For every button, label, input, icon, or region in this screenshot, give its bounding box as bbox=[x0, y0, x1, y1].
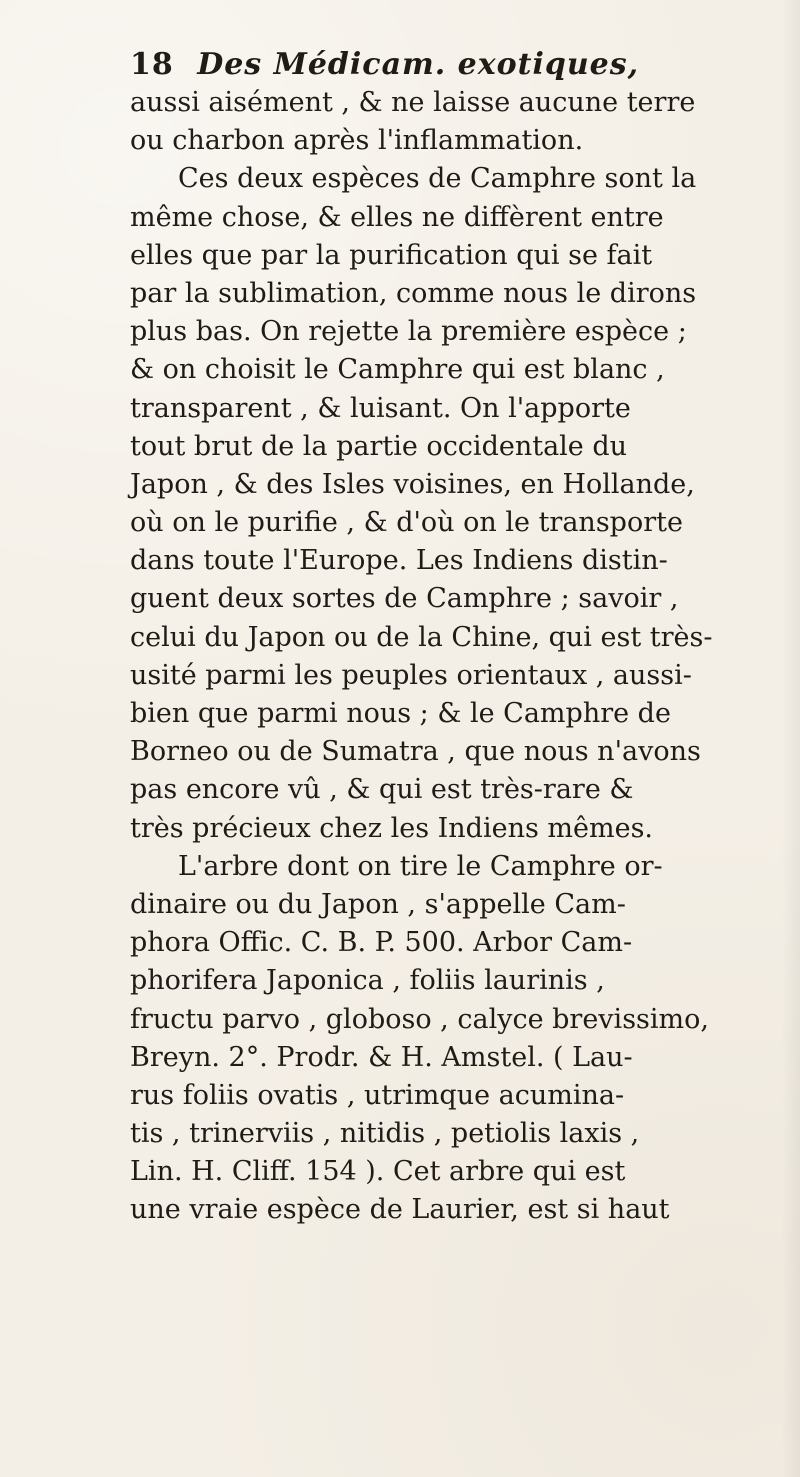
text-line: L'arbre dont on tire le Camphre or- bbox=[178, 850, 663, 882]
page-header bbox=[130, 44, 690, 86]
text-line: aussi aisément , & ne laisse aucune terre bbox=[130, 87, 696, 118]
text-line: même chose, & elles ne diffèrent entre bbox=[130, 201, 664, 233]
text-line: où on le purifie , & d'où on le transporte bbox=[130, 507, 683, 539]
text-line: par la sublimation, comme nous le dirons bbox=[130, 277, 697, 309]
text-line: très précieux chez les Indiens mêmes. bbox=[130, 812, 654, 844]
page-edge bbox=[782, 0, 800, 1477]
text-line: tis , trinerviis , nitidis , petiolis laxis , bbox=[130, 1118, 640, 1150]
text-line: Lin. H. Cliff. 154 ). Cet arbre qui est bbox=[130, 1156, 626, 1188]
text-line: dinaire ou du Japon , s'appelle Cam- bbox=[130, 888, 626, 920]
text-line: phora Offic. C. B. P. 500. Arbor Cam- bbox=[130, 927, 633, 959]
text-line: guent deux sortes de Camphre ; savoir , bbox=[130, 583, 679, 615]
text-line: phorifera Japonica , foliis laurinis , bbox=[130, 965, 605, 997]
text-line: rus foliis ovatis , utrimque acumina- bbox=[130, 1079, 625, 1111]
text-line: tout brut de la partie occidentale du bbox=[130, 430, 628, 462]
text-line: & on choisit le Camphre qui est blanc , bbox=[130, 354, 665, 386]
text-line: dans toute l'Europe. Les Indiens distin- bbox=[130, 545, 668, 577]
text-line: une vraie espèce de Laurier, est si haut bbox=[130, 1194, 670, 1226]
text-line: usité parmi les peuples orientaux , aussi- bbox=[130, 659, 692, 691]
page-number: 18 bbox=[130, 47, 174, 82]
text-line: Ces deux espèces de Camphre sont la bbox=[178, 163, 697, 195]
text-line: elles que par la purification qui se fait bbox=[130, 239, 653, 271]
text-line: celui du Japon ou de la Chine, qui est très- bbox=[130, 621, 713, 653]
body-text bbox=[130, 84, 787, 1230]
text-line: plus bas. On rejette la première espèce ; bbox=[130, 316, 687, 348]
text-line: transparent , & luisant. On l'apporte bbox=[130, 392, 631, 424]
text-line: ou charbon après l'inflammation. bbox=[130, 125, 584, 157]
text-line: fructu parvo , globoso , calyce brevissimo, bbox=[130, 1003, 709, 1035]
text-line: Borneo ou de Sumatra , que nous n'avons bbox=[130, 736, 701, 768]
text-line: Breyn. 2°. Prodr. & H. Amstel. ( Lau- bbox=[130, 1041, 633, 1073]
text-line: bien que parmi nous ; & le Camphre de bbox=[130, 698, 671, 729]
running-title: Des Médicam. exotiques, bbox=[197, 47, 640, 82]
text-line: pas encore vû , & qui est très-rare & bbox=[130, 774, 634, 806]
text-line: Japon , & des Isles voisines, en Hollande, bbox=[130, 468, 695, 500]
